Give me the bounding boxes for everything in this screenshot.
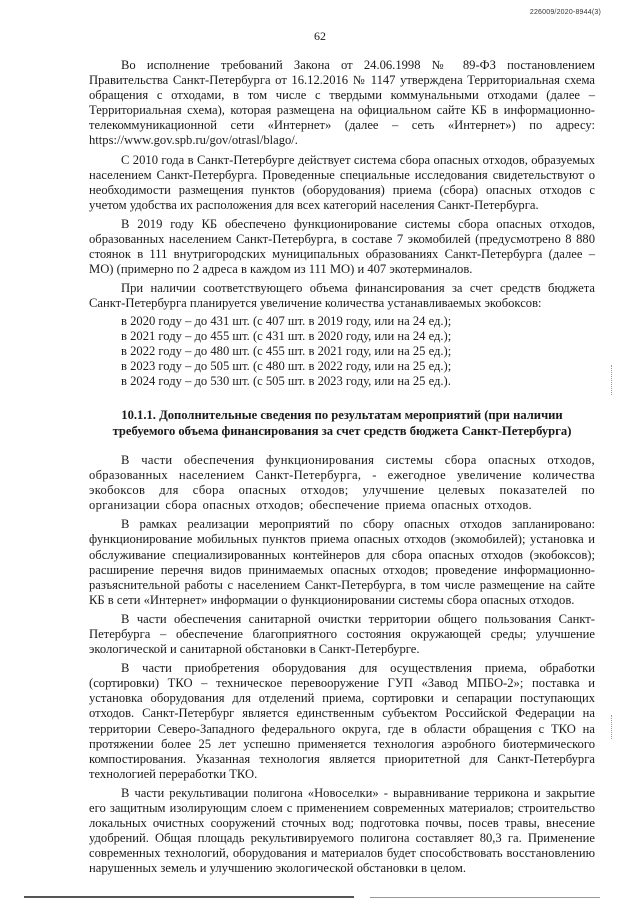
paragraph-sanitary-cleaning: В части обеспечения санитарной очистки территории общего пользования Санкт-Петербурга – обеспечение благоприятного состояния окружающей среды; улучшение экологической и санитарной обстановки в Санкт-Петербурге. — [89, 611, 595, 657]
page-number: 62 — [314, 29, 326, 43]
scan-edge-line — [370, 897, 600, 898]
list-item: в 2021 году – до 455 шт. (с 431 шт. в 2020 году, или на 24 ед.); — [121, 328, 452, 343]
list-item: в 2022 году – до 480 шт. (с 455 шт. в 2021 году, или на 25 ед.); — [121, 343, 452, 358]
paragraph-equipment: В части приобретения оборудования для осуществления приема, обработки (сортировки) ТКО – техническое перевооружение ГУП «Завод МПБО-2»; поставка и установка оборудования для отделений приема, сортировки и сепарации поступающих отходов. Санкт-Петербург является единственным субъектом Российской Федерации на территории Северо-Западного федерального округа, где в области обращения с ТКО на протяжении более 25 лет успешно применяется технология аэробного биотермического компостирования. Указанная технология является приоритетной для Санкт-Петербурга технологией переработки ТКО. — [89, 661, 595, 781]
paragraph-planned-measures: В рамках реализации мероприятий по сбору опасных отходов запланировано: функционирование мобильных пунктов приема опасных отходов (экомобилей); установка и обслуживание специализированных контейнеров для сбора опасных отходов (экобоксов); расширение перечня видов принимаемых опасных отходов; проведение информационно-разъяснительной работы с населением Санкт-Петербурга, в том числе размещение на сайте КБ в сети «Интернет» информации о функционировании системы сбора опасных отходов. — [89, 517, 595, 607]
list-item: в 2023 году – до 505 шт. (с 480 шт. в 2022 году, или на 25 ед.); — [121, 358, 452, 373]
section-heading: 10.1.1. Дополнительные сведения по результатам мероприятий (при наличии требуемого объема финансирования за счет средств бюджета Санкт-Петербурга) — [112, 407, 572, 438]
paragraph-hazardous-operation: В части обеспечения функционирования системы сбора опасных отходов, образованных населением Санкт-Петербурга, - ежегодное увеличение количества экобоксов для сбора опасных отходов; улучшение целевых показателей по организации сбора опасных отходов; обеспечение приема опасных отходов. — [89, 452, 595, 513]
paragraph-2019-results: В 2019 году КБ обеспечено функционирование системы сбора опасных отходов, образованных населением Санкт-Петербурга, в составе 7 экомобилей (предусмотрено 8 880 стоянок в 111 внутригородских муниципальных образованиях Санкт-Петербурга (далее – МО) (примерно по 2 адреса в каждом из 111 МО) и 407 экотерминалов. — [89, 216, 595, 277]
paragraph-funding-plan: При наличии соответствующего объема финансирования за счет средств бюджета Санкт-Петербурга планируется увеличение количества устанавливаемых экобоксов: — [89, 281, 595, 311]
scan-artifact — [611, 715, 614, 739]
scan-artifact — [611, 365, 614, 395]
list-item: в 2020 году – до 431 шт. (с 407 шт. в 2019 году, или на 24 ед.); — [121, 313, 452, 328]
ecobox-plan-list — [89, 314, 595, 389]
document-body — [89, 58, 595, 881]
list-item: в 2024 году – до 530 шт. (с 505 шт. в 2023 году, или на 25 ед.). — [121, 373, 451, 388]
paragraph-hazardous-waste-system: С 2010 года в Санкт-Петербурге действует система сбора опасных отходов, образуемых населением Санкт-Петербурга. Проведенные специальные исследования свидетельствуют о необходимости размещения пунктов (оборудования) приема (сбора) опасных отходов с учетом удобства их расположения для всех категорий населения Санкт-Петербурга. — [89, 152, 595, 212]
paragraph-law-requirements: Во исполнение требований Закона от 24.06.1998 № 89-ФЗ постановлением Правительства Санкт-Петербурга от 16.12.2016 № 1147 утверждена Территориальная схема обращения с отходами, в том числе с твердыми коммунальными отходами (далее – Территориальная схема), которая размещена на официальном сайте КБ в информационно-телекоммуникационной сети «Интернет» (далее – сеть «Интернет») по адресу: https://www.gov.spb.ru/gov/otrasl/blago/. — [89, 58, 595, 148]
paragraph-novoselki: В части рекультивации полигона «Новоселки» - выравнивание терриконa и закрытие его защитным изолирующим слоем с применением современных материалов; строительство локальных очистных сооружений сточных вод; подготовка почвы, посев травы, внесение удобрений. Общая площадь рекультивируемого полигона составляет 80,3 га. Применение современных технологий, оборудования и материалов будет способствовать восстановлению нарушенных земель и улучшению экологической обстановки в целом. — [89, 785, 595, 876]
document-id: 226009/2020-8944(3) — [529, 9, 601, 16]
scan-edge-line — [24, 896, 354, 898]
